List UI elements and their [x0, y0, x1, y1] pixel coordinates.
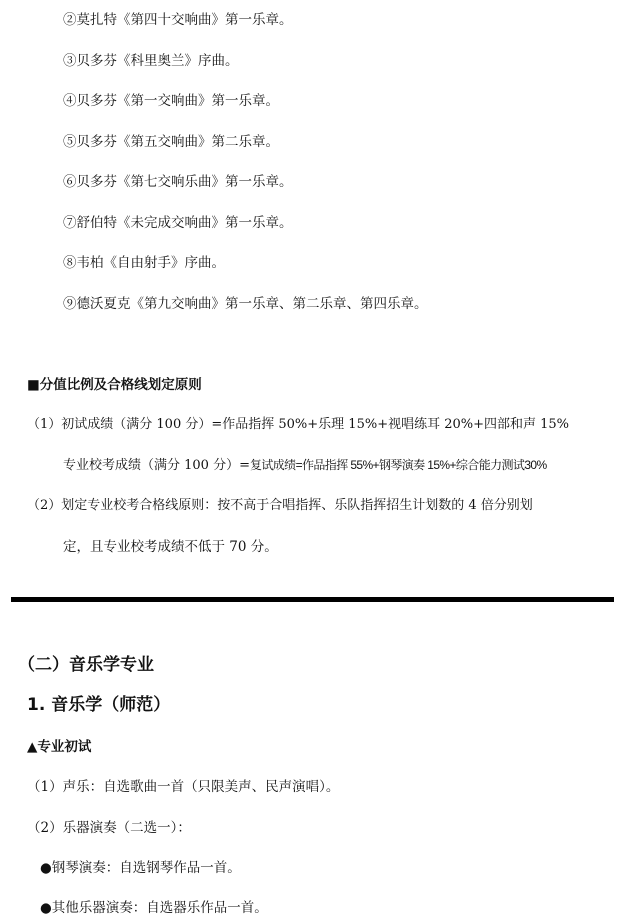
repertoire-item: ④贝多芬《第一交响曲》第一乐章。	[63, 93, 279, 109]
scoring-item-2-cont: 定，且专业校考成绩不低于 70 分。	[63, 539, 278, 555]
repertoire-item: ⑧韦柏《自由射手》序曲。	[63, 255, 225, 271]
scoring-item-1-cont-rest: 复试成绩=作品指挥 55%+钢琴演奏 15%+综合能力测试30%	[249, 458, 547, 472]
exam-heading: ▲专业初试	[27, 739, 92, 755]
repertoire-item: ⑨德沃夏克《第九交响曲》第一乐章、第二乐章、第四乐章。	[63, 296, 428, 312]
repertoire-item: ⑦舒伯特《未完成交响曲》第一乐章。	[63, 215, 293, 231]
repertoire-item: ②莫扎特《第四十交响曲》第一乐章。	[63, 12, 293, 28]
repertoire-item: ⑥贝多芬《第七交响乐曲》第一乐章。	[63, 174, 293, 190]
scoring-item-1-cont	[63, 456, 547, 475]
subsection-title: 1. 音乐学（师范）	[27, 695, 171, 715]
section-divider	[11, 597, 614, 602]
scoring-item-1-cont-prefix: 专业校考成绩（满分 100 分）=	[63, 458, 250, 473]
repertoire-item: ⑤贝多芬《第五交响曲》第二乐章。	[63, 134, 279, 150]
scoring-item-2: （2）划定专业校考合格线原则：按不高于合唱指挥、乐队指挥招生计划数的 4 倍分别划	[27, 498, 533, 513]
vocal-item: （1）声乐：自选歌曲一首（只限美声、民声演唱）。	[27, 779, 340, 795]
scoring-item-1: （1）初试成绩（满分 100 分）=作品指挥 50%+乐理 15%+视唱练耳 20%+四部和声 15%	[27, 417, 570, 432]
other-instrument-item: ●其他乐器演奏：自选器乐作品一首。	[40, 900, 268, 916]
piano-item: ●钢琴演奏：自选钢琴作品一首。	[40, 860, 241, 876]
section-title: （二）音乐学专业	[18, 655, 154, 675]
scoring-heading: ■分值比例及合格线划定原则	[27, 377, 202, 393]
repertoire-item: ③贝多芬《科里奥兰》序曲。	[63, 53, 239, 69]
instrument-item: （2）乐器演奏（二选一）：	[27, 820, 191, 836]
